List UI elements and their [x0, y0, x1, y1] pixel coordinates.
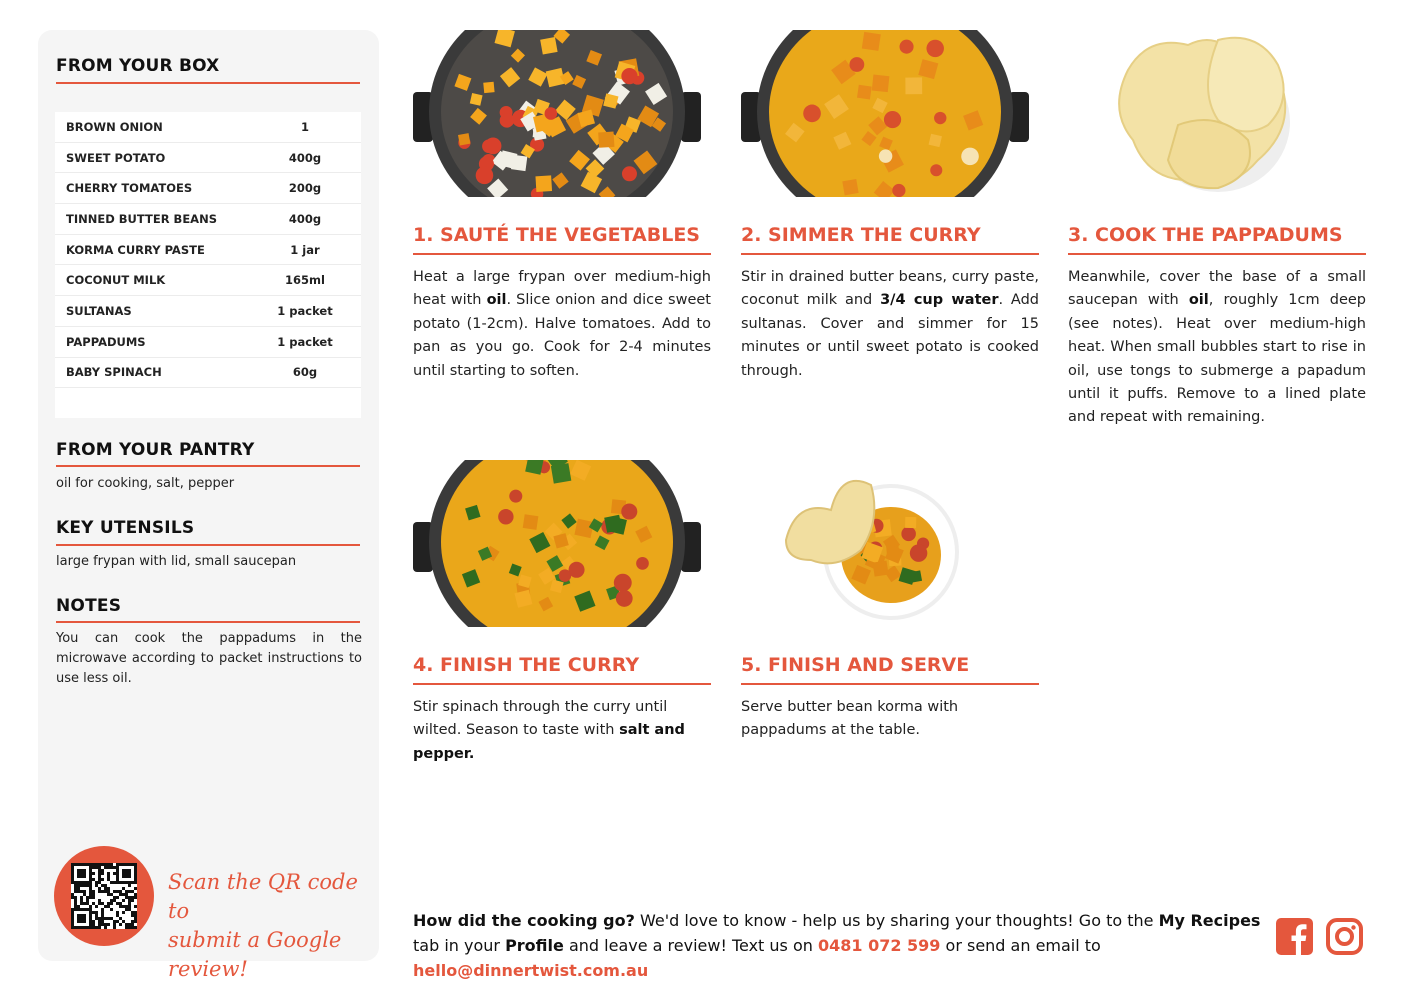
food-piece [900, 40, 914, 54]
ingredient-qty: 1 [300, 119, 309, 134]
qr-code-icon [71, 863, 137, 929]
food-piece [540, 37, 557, 54]
text-run: Stir in drained butter beans, curry paste, coconut milk and [741, 269, 1039, 309]
ingredient-qty: 400g [288, 211, 322, 226]
contact-link[interactable]: hello@dinnertwist.com.au [413, 961, 649, 980]
notes-text: You can cook the pappadums in the microwave according to packet instructions to use less oil. [56, 631, 362, 686]
text-run: . Slice onion and dice sweet potato (1-2cm). Halve tomatoes. Add to pan as you go. Cook for 2-4 minutes until starting to soften. [413, 292, 711, 379]
food-piece [905, 77, 922, 94]
ingredient-row [55, 173, 361, 204]
food-piece [636, 557, 649, 570]
food-piece [910, 544, 927, 561]
step-1-photo [413, 30, 701, 197]
step-1-body [413, 266, 711, 383]
food-piece [930, 164, 942, 176]
food-piece [509, 490, 522, 503]
food-piece [535, 175, 552, 192]
text-run: tab in your [413, 936, 506, 955]
food-piece [523, 514, 539, 530]
food-piece [604, 515, 622, 533]
food-piece [842, 179, 858, 195]
step-5-title: 5. FINISH AND SERVE [741, 654, 970, 676]
from-your-pantry-heading: FROM YOUR PANTRY [56, 440, 255, 460]
food-piece [961, 148, 979, 166]
contact-link[interactable]: 0481 072 599 [817, 936, 941, 955]
step-5-photo [741, 460, 1039, 627]
text-run: Meanwhile, cover the base of a small saucepan with [1068, 269, 1366, 309]
food-piece [872, 75, 890, 93]
step-3-photo [1068, 30, 1366, 197]
food-piece [857, 85, 872, 100]
food-piece [862, 32, 881, 51]
text-run: oil [486, 292, 507, 309]
heading-rule [56, 465, 360, 467]
qr-caption [168, 868, 368, 984]
food-piece [622, 166, 637, 181]
ingredient-row [55, 265, 361, 296]
food-piece [483, 82, 494, 93]
text-run: oil [1188, 292, 1209, 309]
step-rule [741, 253, 1039, 255]
text-run: . Add sultanas. Cover and simmer for 15 minutes or until sweet potato is cooked through. [741, 292, 1040, 379]
qr-caption-line: submit a Google review! [168, 928, 342, 981]
step-4-title: 4. FINISH THE CURRY [413, 654, 640, 676]
text-run: My Recipes [1158, 911, 1261, 930]
food-piece [598, 132, 614, 148]
food-piece [559, 569, 571, 581]
ingredient-name: TINNED BUTTER BEANS [66, 211, 217, 226]
qr-caption-line: Scan the QR code to [168, 870, 358, 923]
ingredient-row [55, 358, 361, 389]
utensils-text: large frypan with lid, small saucepan [56, 554, 297, 569]
food-piece [926, 40, 943, 57]
food-piece [934, 112, 946, 124]
step-3-title: 3. COOK THE PAPPADUMS [1068, 224, 1343, 246]
box-ingredients-table [55, 112, 361, 418]
step-rule [413, 683, 711, 685]
ingredient-row [55, 204, 361, 235]
pantry-text: oil for cooking, salt, pepper [56, 476, 235, 491]
step-2-body [741, 266, 1039, 383]
step-1-title: 1. SAUTÉ THE VEGETABLES [413, 224, 700, 246]
food-piece [621, 68, 637, 84]
facebook-icon[interactable] [1276, 918, 1313, 955]
heading-rule [56, 621, 360, 623]
step-4-photo [413, 460, 701, 627]
heading-rule [56, 82, 360, 84]
notes-heading: NOTES [56, 596, 122, 616]
food-piece [614, 574, 632, 592]
food-piece [511, 155, 527, 171]
ingredient-name: PAPPADUMS [66, 334, 146, 349]
text-run: Heat a large frypan over medium-high heat with [413, 269, 711, 309]
food-piece [616, 590, 633, 607]
ingredient-name: SWEET POTATO [66, 150, 166, 165]
food-piece [884, 111, 901, 128]
ingredient-row [55, 296, 361, 327]
text-run: 3/4 cup water [880, 292, 999, 309]
feedback-footer [413, 908, 1273, 983]
ingredient-qty: 400g [288, 150, 322, 165]
ingredient-row [55, 235, 361, 266]
ingredient-qty: 1 packet [277, 303, 333, 318]
text-run: How did the cooking go? [413, 911, 635, 930]
step-2-title: 2. SIMMER THE CURRY [741, 224, 981, 246]
food-piece [901, 527, 916, 542]
ingredient-qty: 60g [292, 365, 318, 380]
food-piece [458, 133, 470, 145]
step-rule [413, 253, 711, 255]
food-piece [498, 509, 513, 524]
ingredient-name: SULTANAS [66, 303, 132, 318]
instagram-icon[interactable] [1326, 918, 1363, 955]
ingredient-qty: 1 jar [290, 242, 320, 257]
ingredient-qty: 165ml [285, 273, 325, 288]
from-your-box-heading: FROM YOUR BOX [56, 56, 220, 76]
key-utensils-heading: KEY UTENSILS [56, 518, 195, 538]
food-piece [849, 57, 864, 72]
text-run: We'd love to know - help us by sharing your thoughts! Go to the [634, 911, 1159, 930]
text-run: or send an email to [940, 936, 1101, 955]
qr-code-badge[interactable] [54, 846, 154, 946]
text-run: , roughly 1cm deep (see notes). Heat over medium-high heat. When small bubbles start to rise in oil, use tongs to submerge a papadum until it puffs. Remove to a lined plate and repeat with remaining. [1068, 292, 1366, 426]
food-piece [803, 105, 821, 123]
step-rule [1068, 253, 1366, 255]
heading-rule [56, 544, 360, 546]
food-piece [621, 503, 637, 519]
step-rule [741, 683, 1039, 685]
ingredient-name: BABY SPINACH [66, 365, 162, 380]
ingredient-qty: 200g [288, 181, 322, 196]
food-piece [879, 149, 892, 162]
step-5-body [741, 696, 1039, 743]
food-piece [545, 107, 558, 120]
ingredient-name: KORMA CURRY PASTE [66, 242, 205, 257]
step-3-body [1068, 266, 1366, 430]
ingredient-row [55, 112, 361, 143]
ingredient-name: COCONUT MILK [66, 273, 166, 288]
text-run: Serve butter bean korma with pappadums at the table. [741, 699, 959, 739]
food-piece [892, 184, 905, 197]
ingredient-row [55, 143, 361, 174]
food-piece [905, 517, 916, 528]
ingredients-sidebar [38, 30, 379, 981]
ingredient-name: CHERRY TOMATOES [66, 181, 193, 196]
step-2-photo [741, 30, 1029, 197]
ingredient-row [55, 327, 361, 358]
text-run: and leave a review! Text us on [563, 936, 818, 955]
food-piece [476, 167, 494, 185]
text-run: salt and pepper. [413, 722, 685, 762]
food-piece [873, 561, 889, 577]
step-4-body [413, 696, 711, 766]
ingredient-qty: 1 packet [277, 334, 333, 349]
text-run: Stir spinach through the curry until wilted. Season to taste with [413, 699, 668, 739]
food-piece [485, 138, 502, 155]
ingredient-name: BROWN ONION [66, 119, 163, 134]
food-piece [500, 113, 514, 127]
text-run: Profile [505, 936, 564, 955]
